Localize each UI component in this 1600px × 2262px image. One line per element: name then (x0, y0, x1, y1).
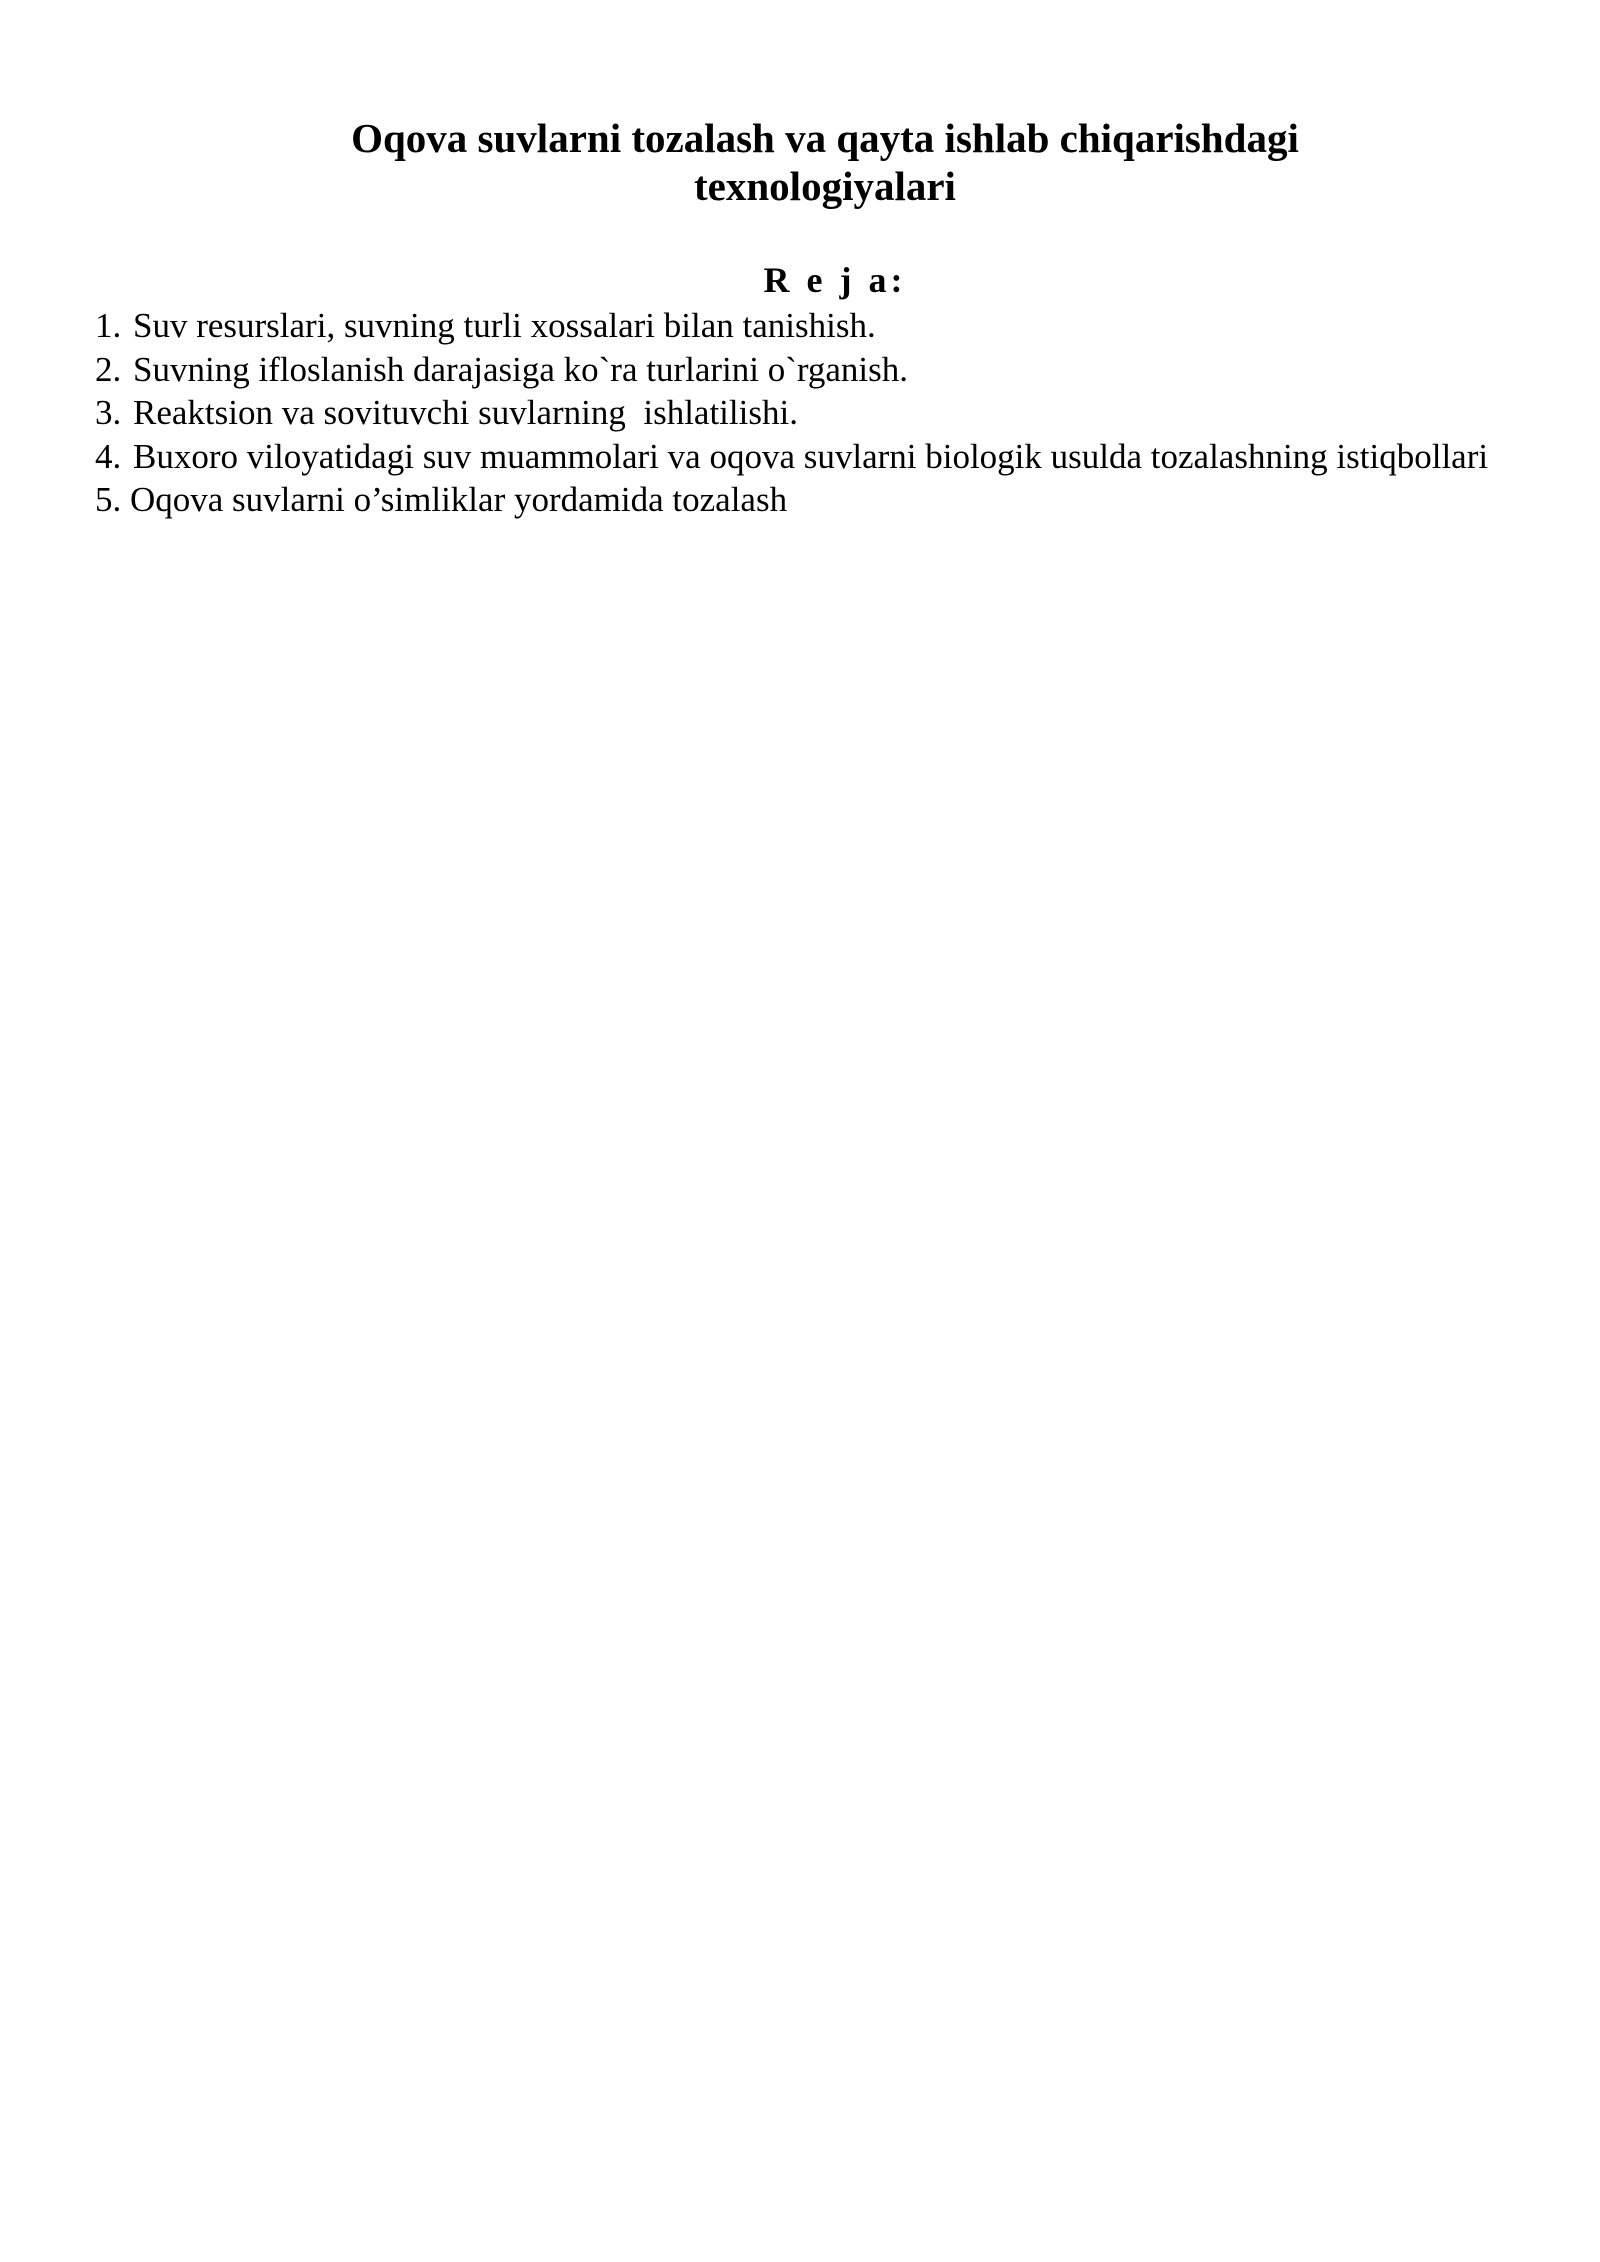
plan-item-number: 2. (95, 349, 122, 389)
document-title: Oqova suvlarni tozalash va qayta ishlab chiqarishdagi texnologiyalari (351, 115, 1299, 209)
plan-list (95, 304, 1495, 522)
plan-item-3 (95, 391, 1495, 435)
plan-item-number: 1. (95, 306, 122, 345)
plan-item-2 (95, 348, 1495, 392)
plan-item-5 (95, 478, 1495, 522)
plan-item-text: Suvning ifloslanish darajasiga ko`ra turlarini o`rganish. (133, 349, 909, 389)
plan-item-text: Suv resurslari, suvning turli xossalari bilan tanishish. (133, 306, 876, 345)
plan-item-number: 4. (95, 436, 122, 476)
plan-heading: R e j a: (763, 260, 907, 300)
plan-item-text: Buxoro viloyatidagi suv muammolari va oqova suvlarni biologik usulda tozalashning istiqbollari (133, 436, 1489, 476)
plan-item-text: Reaktsion va sovituvchi suvlarning ishlatilishi. (133, 393, 798, 433)
plan-item-number: 3. (95, 393, 122, 433)
plan-item-text: Oqova suvlarni o’simliklar yordamida tozalash (130, 480, 788, 520)
plan-item-4 (95, 435, 1495, 479)
plan-item-number: 5. (95, 480, 122, 520)
plan-item-1 (95, 304, 1495, 348)
